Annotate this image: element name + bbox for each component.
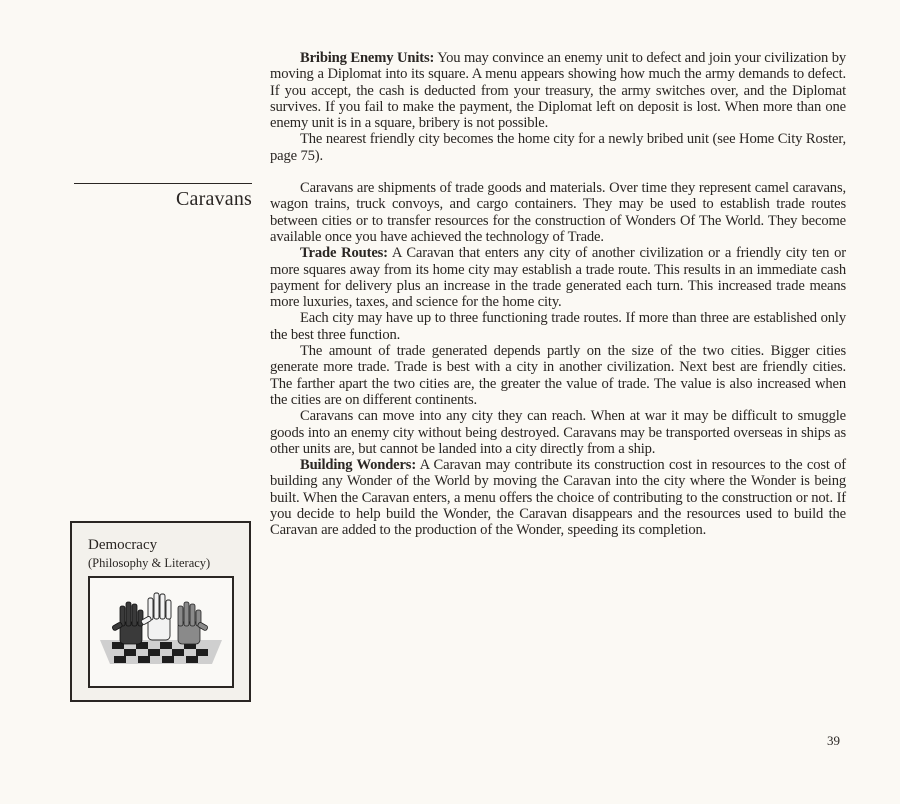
paragraph-text: A Caravan may contribute its construction cost in resources to the cost of building any Wonder of the World by moving the Caravan into the city where the Wonder is being built. When the Caravan enters, a menu offers the choice of contributing to the construction or not. If you decide to help build the Wonder, the Caravan disappears and the resources used to build the Caravan are added to the production of the Wonder, speeding its completion.: [270, 457, 846, 539]
paragraph-lead: Building Wonders:: [300, 457, 417, 474]
section-title: Caravans: [175, 188, 252, 210]
sidebar-illustration-box: [70, 521, 251, 702]
paragraph-text: The amount of trade generated depends partly on the size of the two cities. Bigger cities generate more trade. Trade is best with a city in another civilization. Next best are friendly cities. The farther apart the two cities are, the greater the value of trade. The value is also increased when the cities are on different continents.: [270, 343, 846, 408]
paragraph-caravans-intro: [270, 180, 846, 245]
paragraph-text: Each city may have up to three functioning trade routes. If more than three are established only the best three function.: [270, 310, 846, 343]
sidebar-subtitle: (Philosophy & Literacy): [88, 556, 211, 570]
paragraph-text: The nearest friendly city becomes the home city for a newly bribed unit (see Home City Roster, page 75).: [270, 131, 846, 164]
paragraph-lead: Bribing Enemy Units:: [300, 50, 435, 66]
sidebar-image-frame: [88, 576, 234, 688]
paragraph-text: You may convince an enemy unit to defect and join your civilization by moving a Diplomat into its square. A menu appears showing how much the army demands to defect. If you accept, the cash is deducted from your treasury, the army switches over, and the Diplomat survives. If you fail to make the payment, the Diplomat left on deposit is lost. When more than one enemy unit is in a square, bribery is not possible.: [270, 50, 846, 132]
paragraph-bribing: [270, 50, 846, 131]
paragraph-text: Caravans are shipments of trade goods and materials. Over time they represent camel caravans, wagon trains, truck convoys, and cargo containers. They may be used to establish trade routes between cities or to transfer resources for the construction of Wonders Of The World. They become available once you have achieved the technology of Trade.: [270, 180, 846, 245]
section-rule: [74, 183, 252, 184]
page-number: 39: [827, 733, 840, 748]
paragraph-text: Caravans can move into any city they can reach. When at war it may be difficult to smuggle goods into an enemy city without being destroyed. Caravans may be transported overseas in ships as other units are, but cannot be landed into a city directly from a ship.: [270, 408, 846, 457]
paragraph-home-city: [270, 131, 846, 164]
paragraph-trade-routes: [270, 245, 846, 310]
paragraph-caravan-movement: [270, 408, 846, 457]
paragraph-three-routes: [270, 310, 846, 343]
paragraph-building-wonders: [270, 457, 846, 538]
raised-hands-icon: [90, 578, 232, 686]
paragraph-text: A Caravan that enters any city of another civilization or a friendly city ten or more squares away from its home city may establish a trade route. This results in an immediate cash payment for delivery plus an increase in the trade generated each turn. This increased trade means more luxuries, taxes, and science for the home city.: [270, 245, 847, 311]
paragraph-lead: Trade Routes:: [300, 245, 388, 262]
paragraph-trade-amount: [270, 343, 846, 408]
body-text: [270, 50, 846, 539]
sidebar-title: Democracy: [88, 537, 158, 553]
